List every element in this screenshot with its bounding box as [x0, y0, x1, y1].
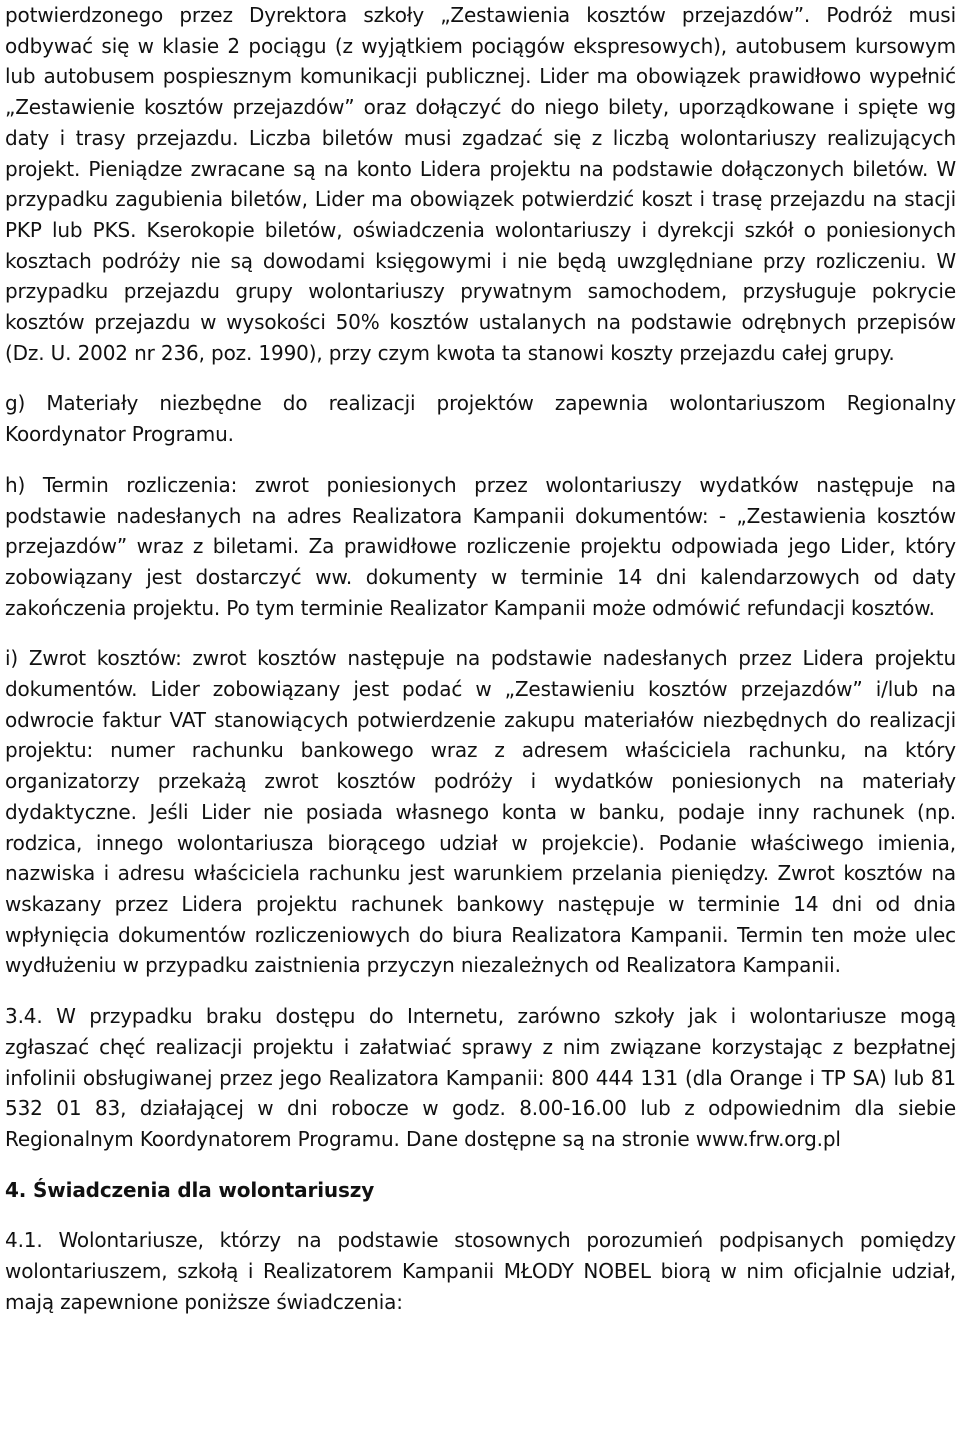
paragraph-4-1-benefits: 4.1. Wolontariusze, którzy na podstawie stosownych porozumień podpisanych pomiędzy wolontariuszem, szkołą i Realizatorem Kampanii MŁODY NOBEL biorą w nim oficjalnie udział, mają zapewnione poniższe świadczenia:	[5, 1228, 956, 1314]
section-heading-4: 4. Świadczenia dla wolontariuszy	[5, 1177, 375, 1202]
document-page	[5, 0, 956, 1317]
paragraph-h-settlement-deadline: h) Termin rozliczenia: zwrot poniesionych przez wolontariuszy wydatków następuje na podstawie nadesłanych na adres Realizatora Kampanii dokumentów: - „Zestawienia kosztów przejazdów” wraz z biletami. Za prawidłowe rozliczenie projektu odpowiada jego Lider, który zobowiązany jest dostarczyć ww. dokumenty w terminie 14 dni kalendarzowych od daty zakończenia projektu. Po tym terminie Realizator Kampanii może odmówić refundacji kosztów.	[5, 472, 956, 620]
paragraph-3-4-helpline: 3.4. W przypadku braku dostępu do Internetu, zarówno szkoły jak i wolontariusze mogą zgłaszać chęć realizacji projektu i załatwiać sprawy z nim związane korzystając z bezpłatnej infolinii obsługiwanej przez jego Realizatora Kampanii: 800 444 131 (dla Orange i TP SA) lub 81 532 01 83, działającej w dni robocze w godz. 8.00-16.00 lub z odpowiednim dla siebie Regionalnym Koordynatorem Programu. Dane dostępne są na stronie www.frw.org.pl	[5, 1004, 956, 1151]
paragraph-travel-costs: potwierdzonego przez Dyrektora szkoły „Zestawienia kosztów przejazdów”. Podróż musi odbywać się w klasie 2 pociągu (z wyjątkiem pociągów ekspresowych), autobusem kursowym lub autobusem pospiesznym komunikacji publicznej. Lider ma obowiązek prawidłowo wypełnić „Zestawienie kosztów przejazdów” oraz dołączyć do niego bilety, uporządkowane i spięte wg daty i trasy przejazdu. Liczba biletów musi zgadzać się z liczbą wolontariuszy realizujących projekt. Pieniądze zwracane są na konto Lidera projektu na podstawie dołączonych biletów. W przypadku zagubienia biletów, Lider ma obowiązek potwierdzić koszt i trasę przejazdu na stacji PKP lub PKS. Kserokopie biletów, oświadczenia wolontariuszy i dyrekcji szkół o poniesionych kosztach podróży nie są dowodami księgowymi i nie będą uwzględniane przy rozliczeniu. W przypadku przejazdu grupy wolontariuszy prywatnym samochodem, przysługuje pokrycie kosztów przejazdu w wysokości 50% kosztów ustalanych na podstawie odrębnych przepisów (Dz. U. 2002 nr 236, poz. 1990), przy czym kwota ta stanowi koszty przejazdu całej grupy.	[5, 3, 956, 365]
paragraph-g-materials: g) Materiały niezbędne do realizacji projektów zapewnia wolontariuszom Regionalny Koordynator Programu.	[5, 391, 956, 447]
paragraph-i-cost-refund: i) Zwrot kosztów: zwrot kosztów następuje na podstawie nadesłanych przez Lidera projektu dokumentów. Lider zobowiązany jest podać w „Zestawieniu kosztów przejazdów” i/lub na odwrocie faktur VAT stanowiących potwierdzenie zakupu materiałów niezbędnych do realizacji projektu: numer rachunku bankowego wraz z adresem właściciela rachunku, na który organizatorzy przekażą zwrot kosztów podróży i wydatków poniesionych na materiały dydaktyczne. Jeśli Lider nie posiada własnego konta w banku, podaje inny rachunek (np. rodzica, innego wolontariusza biorącego udział w projekcie). Podanie właściwego imienia, nazwiska i adresu właściciela rachunku jest warunkiem przelania pieniędzy. Zwrot kosztów na wskazany przez Lidera projektu rachunek bankowy następuje w terminie 14 dni od dnia wpłynięcia dokumentów rozliczeniowych do biura Realizatora Kampanii. Termin ten może ulec wydłużeniu w przypadku zaistnienia przyczyn niezależnych od Realizatora Kampanii.	[5, 646, 956, 978]
